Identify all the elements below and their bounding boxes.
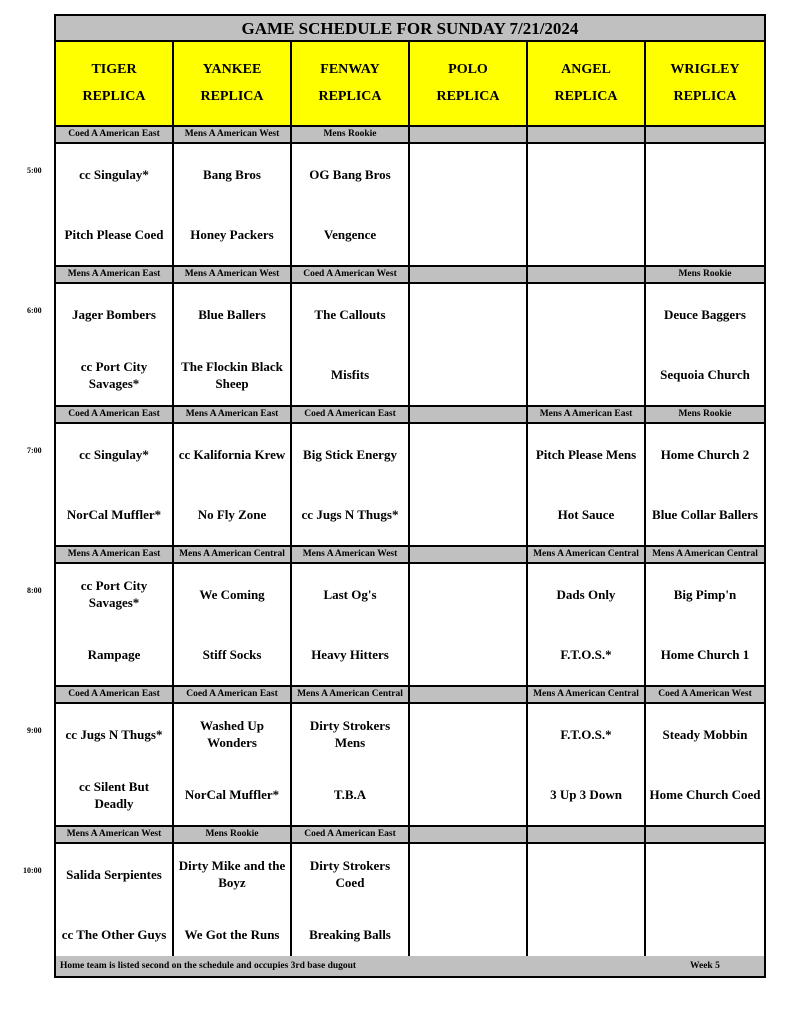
time-label: 5:00 xyxy=(27,166,42,175)
division-label: Mens A American West xyxy=(174,267,292,282)
away-team xyxy=(410,284,526,345)
division-label xyxy=(410,407,528,422)
home-team: Hot Sauce xyxy=(557,507,615,523)
game-cell xyxy=(646,424,764,545)
away-team: Big Stick Energy xyxy=(303,446,397,462)
division-label: Mens Rookie xyxy=(174,827,292,842)
division-label: Mens A American West xyxy=(174,127,292,142)
home-team: cc The Other Guys xyxy=(61,927,167,943)
away-team xyxy=(528,284,644,345)
away-team: Salida Serpientes xyxy=(66,866,162,882)
away-team: Home Church 2 xyxy=(660,446,750,462)
field-name: TIGER xyxy=(91,62,137,77)
division-row xyxy=(56,547,764,564)
schedule-title: GAME SCHEDULE FOR SUNDAY 7/21/2024 xyxy=(56,16,764,42)
away-team xyxy=(646,844,764,905)
game-cell xyxy=(56,144,174,265)
away-team xyxy=(646,144,764,205)
away-team: cc Jugs N Thugs* xyxy=(65,726,163,742)
game-cell xyxy=(646,144,764,265)
game-cell xyxy=(410,704,528,825)
home-team: Home Church Coed xyxy=(649,787,761,803)
game-cell xyxy=(174,284,292,405)
field-name: WRIGLEY xyxy=(670,62,740,77)
games-row xyxy=(56,564,764,687)
game-cell xyxy=(292,424,410,545)
division-label: Coed A American East xyxy=(56,407,174,422)
division-label xyxy=(528,267,646,282)
away-team xyxy=(528,144,644,205)
footer-note: Home team is listed second on the schedule and occupies 3rd base dugout xyxy=(60,961,357,971)
time-slot-block xyxy=(56,267,764,407)
game-cell xyxy=(646,284,764,405)
division-label: Mens Rookie xyxy=(678,269,732,279)
time-slot-block xyxy=(56,687,764,827)
game-cell xyxy=(56,564,174,685)
game-cell xyxy=(56,704,174,825)
home-team: 3 Up 3 Down xyxy=(550,787,622,803)
away-team: Deuce Baggers xyxy=(664,306,746,322)
away-team: Dirty Strokers Coed xyxy=(309,858,391,891)
game-cell xyxy=(410,564,528,685)
home-team: Vengence xyxy=(323,227,377,243)
division-label: Mens A American Central xyxy=(174,547,292,562)
away-team: OG Bang Bros xyxy=(309,166,391,182)
home-team xyxy=(410,485,526,546)
game-cell xyxy=(528,844,646,965)
time-slot-block xyxy=(56,127,764,267)
division-label xyxy=(528,827,646,842)
away-team: Dads Only xyxy=(556,586,616,602)
field-sub: REPLICA xyxy=(318,89,382,104)
division-label: Coed A American East xyxy=(174,687,292,702)
away-team: Steady Mobbin xyxy=(662,726,748,742)
division-label xyxy=(410,827,528,842)
division-label: Mens A American East xyxy=(56,547,174,562)
field-name: POLO xyxy=(448,62,488,77)
game-cell xyxy=(410,284,528,405)
games-row xyxy=(56,424,764,547)
away-team: We Coming xyxy=(199,586,265,602)
division-label: Coed A American East xyxy=(292,407,410,422)
division-label: Mens A American East xyxy=(56,267,174,282)
field-header-row xyxy=(56,42,764,127)
home-team: Misfits xyxy=(330,367,370,383)
game-cell xyxy=(292,844,410,965)
away-team xyxy=(410,704,526,765)
division-row xyxy=(56,407,764,424)
game-cell xyxy=(646,564,764,685)
away-team: Big Pimp'n xyxy=(673,586,737,602)
game-cell xyxy=(56,424,174,545)
away-team: cc Port City Savages* xyxy=(80,578,148,611)
field-header-angel xyxy=(528,42,646,125)
game-cell xyxy=(292,144,410,265)
game-cell xyxy=(174,844,292,965)
time-label: 9:00 xyxy=(27,726,42,735)
home-team xyxy=(410,345,526,406)
division-label: Mens A American West xyxy=(56,827,174,842)
away-team: Bang Bros xyxy=(203,166,261,182)
field-name: YANKEE xyxy=(202,62,262,77)
field-header-yankee xyxy=(174,42,292,125)
field-name: ANGEL xyxy=(561,62,611,77)
division-label: Mens A American East xyxy=(528,407,646,422)
home-team: Heavy Hitters xyxy=(311,647,389,663)
home-team xyxy=(410,625,526,686)
division-label: Mens Rookie xyxy=(678,409,732,419)
away-team: The Callouts xyxy=(314,306,386,322)
field-sub: REPLICA xyxy=(554,89,618,104)
game-cell xyxy=(646,704,764,825)
game-cell xyxy=(410,424,528,545)
home-team: Stiff Socks xyxy=(202,647,262,663)
away-team xyxy=(410,844,526,905)
away-team: Last Og's xyxy=(323,586,377,602)
home-team xyxy=(410,765,526,826)
division-label: Mens A American West xyxy=(292,547,410,562)
home-team: NorCal Muffler* xyxy=(184,787,280,803)
game-cell xyxy=(646,844,764,965)
game-cell xyxy=(56,284,174,405)
division-label xyxy=(410,267,528,282)
away-team: cc Kalifornia Krew xyxy=(178,446,286,462)
game-cell xyxy=(292,704,410,825)
game-cell xyxy=(528,564,646,685)
game-cell xyxy=(528,284,646,405)
division-label: Mens A American Central xyxy=(528,547,646,562)
time-slot-block xyxy=(56,407,764,547)
division-label xyxy=(410,127,528,142)
schedule-footer xyxy=(56,956,764,976)
division-label: Mens Rookie xyxy=(292,127,410,142)
week-label: Week 5 xyxy=(690,961,720,971)
home-team: Home Church 1 xyxy=(660,647,750,663)
home-team xyxy=(410,205,526,266)
home-team xyxy=(528,345,644,406)
home-team: Pitch Please Coed xyxy=(64,227,164,243)
division-label xyxy=(646,127,764,142)
away-team xyxy=(528,844,644,905)
games-row xyxy=(56,144,764,267)
division-row xyxy=(56,267,764,284)
game-cell xyxy=(174,704,292,825)
division-label: Mens A American Central xyxy=(528,687,646,702)
home-team: Sequoia Church xyxy=(660,367,750,383)
field-header-wrigley xyxy=(646,42,764,125)
time-slot-block xyxy=(56,547,764,687)
home-team: F.T.O.S.* xyxy=(560,647,612,663)
field-sub: REPLICA xyxy=(673,89,737,104)
game-cell xyxy=(174,564,292,685)
division-label: Coed A American West xyxy=(292,267,410,282)
division-row xyxy=(56,687,764,704)
game-cell xyxy=(292,284,410,405)
home-team: Breaking Balls xyxy=(309,927,391,943)
field-sub: REPLICA xyxy=(436,89,500,104)
home-team xyxy=(528,205,644,266)
home-team: cc Jugs N Thugs* xyxy=(301,507,399,523)
away-team: cc Singulay* xyxy=(79,166,149,182)
field-sub: REPLICA xyxy=(82,89,146,104)
division-label xyxy=(410,687,528,702)
time-label: 10:00 xyxy=(23,866,42,875)
home-team: cc Silent But Deadly xyxy=(78,778,150,811)
field-header-fenway xyxy=(292,42,410,125)
home-team: NorCal Muffler* xyxy=(66,507,162,523)
away-team: Washed Up Wonders xyxy=(200,718,264,751)
game-cell xyxy=(410,144,528,265)
away-team: cc Singulay* xyxy=(79,446,149,462)
game-cell xyxy=(528,704,646,825)
home-team: Blue Collar Ballers xyxy=(652,507,758,523)
division-label xyxy=(410,547,528,562)
games-row xyxy=(56,704,764,827)
away-team: Dirty Mike and the Boyz xyxy=(178,858,286,891)
home-team: We Got the Runs xyxy=(184,927,280,943)
division-label: Coed A American East xyxy=(56,127,174,142)
division-label xyxy=(528,127,646,142)
schedule-sheet xyxy=(54,14,766,978)
division-label: Mens A American Central xyxy=(292,687,410,702)
division-label xyxy=(646,827,764,842)
game-cell xyxy=(174,144,292,265)
away-team: Blue Ballers xyxy=(198,306,266,322)
away-team xyxy=(410,144,526,205)
division-row xyxy=(56,127,764,144)
division-label: Coed A American West xyxy=(658,689,752,699)
division-label: Coed A American East xyxy=(56,687,174,702)
away-team: Jager Bombers xyxy=(72,306,156,322)
division-label: Coed A American East xyxy=(292,827,410,842)
away-team: F.T.O.S.* xyxy=(560,726,612,742)
field-name: FENWAY xyxy=(320,62,380,77)
away-team xyxy=(410,424,526,485)
home-team: T.B.A xyxy=(333,787,367,803)
home-team: The Flockin Black Sheep xyxy=(181,358,283,391)
game-cell xyxy=(410,844,528,965)
time-slot-block xyxy=(56,827,764,967)
field-header-tiger xyxy=(56,42,174,125)
division-label: Mens A American East xyxy=(174,407,292,422)
away-team: Pitch Please Mens xyxy=(535,446,637,462)
home-team: Honey Packers xyxy=(190,227,274,243)
game-cell xyxy=(292,564,410,685)
game-cell xyxy=(56,844,174,965)
away-team: Dirty Strokers Mens xyxy=(309,718,391,751)
field-sub: REPLICA xyxy=(200,89,264,104)
division-row xyxy=(56,827,764,844)
time-label: 7:00 xyxy=(27,446,42,455)
game-cell xyxy=(528,144,646,265)
home-team: cc Port City Savages* xyxy=(80,358,148,391)
home-team xyxy=(646,205,764,266)
games-row xyxy=(56,284,764,407)
game-cell xyxy=(528,424,646,545)
home-team: Rampage xyxy=(87,647,141,663)
division-label: Mens A American Central xyxy=(652,549,758,559)
away-team xyxy=(410,564,526,625)
field-header-polo xyxy=(410,42,528,125)
time-label: 8:00 xyxy=(27,586,42,595)
home-team: No Fly Zone xyxy=(197,507,267,523)
games-row xyxy=(56,844,764,967)
time-label: 6:00 xyxy=(27,306,42,315)
game-cell xyxy=(174,424,292,545)
